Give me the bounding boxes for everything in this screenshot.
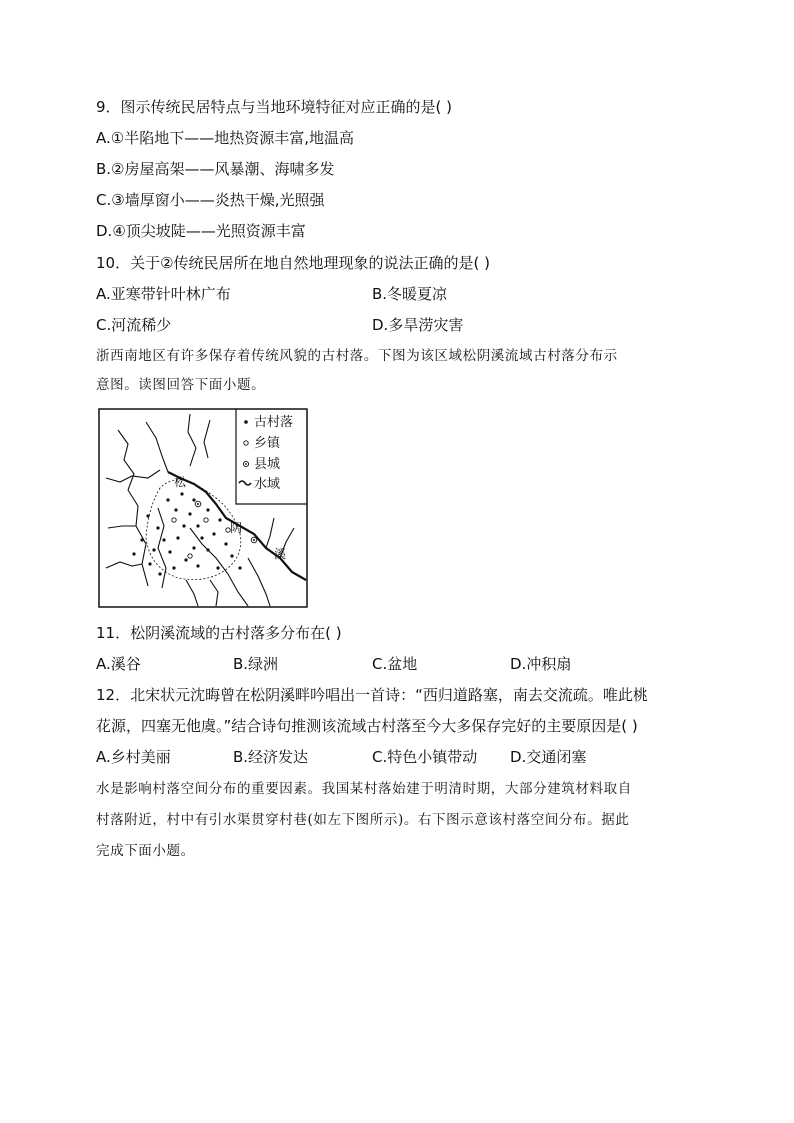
legend-water: 水域 [254, 477, 281, 492]
q11-option-b: B.绿洲 [233, 655, 279, 673]
q10-option-d: D.多旱涝灾害 [372, 316, 464, 334]
q12-option-c: C.特色小镇带动 [372, 748, 478, 766]
legend-village: 古村落 [254, 415, 294, 430]
legend-county: 县城 [254, 457, 281, 472]
legend-town: 乡镇 [254, 436, 281, 451]
q10-option-c: C.河流稀少 [96, 316, 172, 334]
q10-stem: 10．关于②传统民居所在地自然地理现象的说法正确的是( ) [96, 254, 491, 272]
q9-option-d: D.④顶尖坡陡——光照资源丰富 [96, 222, 306, 240]
q11-stem: 11．松阴溪流域的古村落多分布在( ) [96, 624, 342, 642]
q9-stem: 9．图示传统民居特点与当地环境特征对应正确的是( ) [96, 98, 453, 116]
q10-option-b: B.冬暖夏凉 [372, 285, 448, 303]
passage2-line-2: 村落附近，村中有引水渠贯穿村巷(如左下图所示)。右下图示意该村落空间分布。据此 [96, 812, 630, 828]
legend-county-dot [245, 463, 247, 465]
q9-option-b: B.②房屋高架——风暴潮、海啸多发 [96, 160, 335, 178]
q11-option-c: C.盆地 [372, 655, 418, 673]
passage2-line-3: 完成下面小题。 [96, 843, 195, 859]
q9-option-a: A.①半陷地下——地热资源丰富,地温高 [96, 129, 354, 147]
q12-stem-line-1: 12．北宋状元沈晦曾在松阴溪畔吟唱出一首诗：“西归道路塞，南去交流疏。唯此桃 [96, 686, 648, 704]
passage1-line-2: 意图。读图回答下面小题。 [96, 377, 266, 393]
river-label-xi: 溪 [274, 547, 287, 561]
river-label-song: 松 [174, 475, 187, 489]
q12-option-a: A.乡村美丽 [96, 748, 171, 766]
q12-stem-line-2: 花源，四塞无他虞。”结合诗句推测该流域古村落至今大多保存完好的主要原因是( ) [96, 717, 638, 735]
legend-village-icon [244, 420, 248, 424]
village-distribution-map [98, 408, 308, 608]
river-label-yin: 阴 [230, 521, 243, 535]
q10-option-a: A.亚寒带针叶林广布 [96, 285, 231, 303]
passage2-line-1: 水是影响村落空间分布的重要因素。我国某村落始建于明清时期，大部分建筑材料取自 [96, 781, 632, 797]
q12-option-d: D.交通闭塞 [510, 748, 587, 766]
passage1-line-1: 浙西南地区有许多保存着传统风貌的古村落。下图为该区域松阴溪流域古村落分布示 [96, 348, 618, 364]
q12-option-b: B.经济发达 [233, 748, 309, 766]
q11-option-a: A.溪谷 [96, 655, 141, 673]
q9-option-c: C.③墙厚窗小——炎热干燥,光照强 [96, 191, 325, 209]
q11-option-d: D.冲积扇 [510, 655, 572, 673]
